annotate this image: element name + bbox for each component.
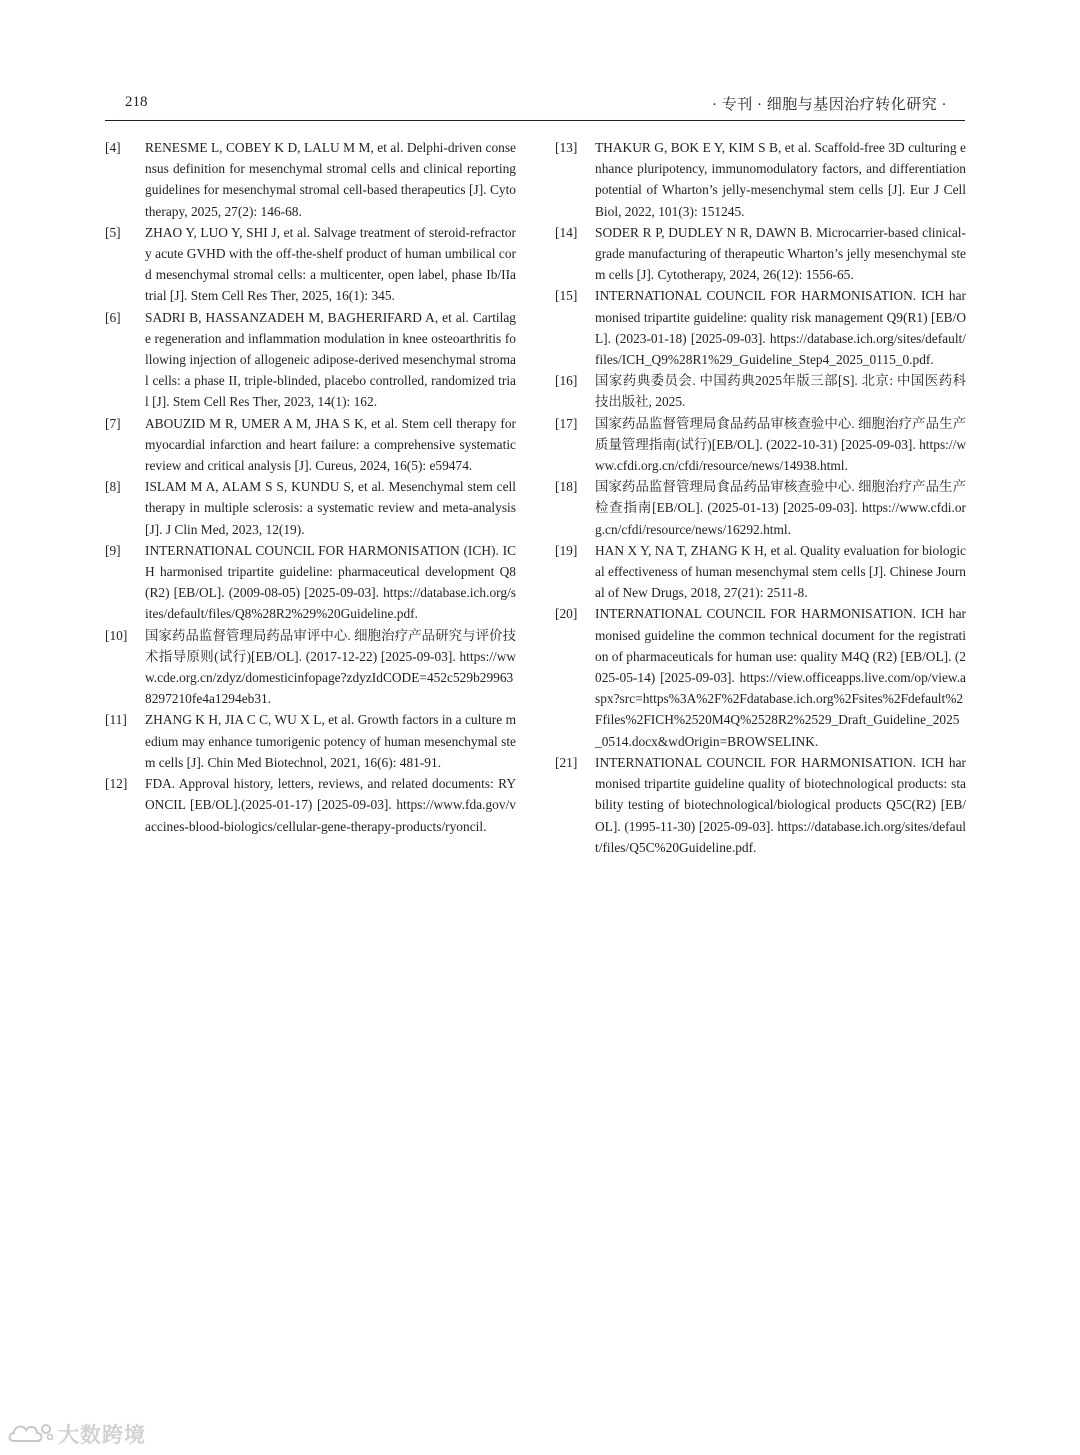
reference-number: [18] (555, 479, 578, 495)
reference-item (105, 307, 516, 413)
reference-item (555, 285, 966, 370)
watermark (6, 1418, 146, 1450)
reference-text: SADRI B, HASSANZADEH M, BAGHERIFARD A, et al. Cartilage regeneration and inflammation modulation in knee osteoarthritis following injection of allogeneic adipose-derived mesenchymal stromal cells: a phase II, triple-blinded, placebo controlled, randomized trial [J]. Stem Cell Res Ther, 2023, 14(1): 162. (145, 309, 516, 410)
reference-number: [12] (105, 776, 128, 792)
reference-text: HAN X Y, NA T, ZHANG K H, et al. Quality evaluation for biological effectiveness of human mesenchymal stem cells [J]. Chinese Journal of New Drugs, 2018, 27(21): 2511-8. (595, 542, 966, 601)
reference-item (555, 603, 966, 751)
reference-item (555, 540, 966, 604)
page-header (105, 90, 965, 121)
reference-item (105, 476, 516, 540)
reference-number: [21] (555, 754, 578, 770)
reference-text: 国家药品监督管理局食品药品审核查验中心. 细胞治疗产品生产检查指南[EB/OL]. (2025-01-13) [2025-09-03]. https://www.cfdi.org.cn/cfdi/resource/news/16292.html. (595, 479, 966, 537)
reference-number: [19] (555, 542, 578, 558)
reference-text: ISLAM M A, ALAM S S, KUNDU S, et al. Mesenchymal stem cell therapy in multiple sclerosis: a systematic review and meta-analysis [J]. J Clin Med, 2023, 12(19). (145, 479, 516, 537)
page-number: 218 (125, 94, 148, 110)
reference-number: [11] (105, 712, 127, 728)
reference-column-left (105, 137, 516, 837)
reference-number: [8] (105, 479, 121, 495)
reference-item (105, 137, 516, 222)
reference-item (555, 137, 966, 222)
reference-text: THAKUR G, BOK E Y, KIM S B, et al. Scaffold-free 3D culturing enhance pluripotency, immunomodulatory factors, and differentiation potential of Wharton’s jelly-mesenchymal stem cells [J]. Eur J Cell Biol, 2022, 101(3): 151245. (595, 140, 966, 219)
reference-number: [20] (555, 606, 578, 622)
reference-number: [16] (555, 373, 578, 389)
reference-number: [15] (555, 288, 578, 304)
reference-item (555, 370, 966, 412)
reference-item (105, 773, 516, 837)
reference-number: [6] (105, 309, 121, 325)
reference-text: INTERNATIONAL COUNCIL FOR HARMONISATION. ICH harmonised tripartite guideline: quality risk management Q9(R1) [EB/OL]. (2023-01-18) [2025-09-03]. https://database.ich.org/sites/default/files/ICH_Q9%28R1%29_Guideline_Step4_2025_0115_0.pdf. (595, 288, 966, 368)
reference-number: [17] (555, 415, 578, 431)
reference-text: ABOUZID M R, UMER A M, JHA S K, et al. Stem cell therapy for myocardial infarction and heart failure: a comprehensive systematic review and critical analysis [J]. Cureus, 2024, 16(5): e59474. (145, 415, 516, 474)
reference-text: 国家药典委员会. 中国药典2025年版三部[S]. 北京: 中国医药科技出版社, 2025. (595, 373, 966, 410)
reference-text: ZHANG K H, JIA C C, WU X L, et al. Growth factors in a culture medium may enhance tumorigenic potency of human mesenchymal stem cells [J]. Chin Med Biotechnol, 2021, 16(6): 481-91. (145, 712, 516, 770)
reference-item (105, 709, 516, 773)
reference-number: [7] (105, 415, 121, 431)
reference-number: [4] (105, 140, 121, 155)
reference-number: [13] (555, 140, 578, 155)
reference-number: [10] (105, 627, 128, 643)
reference-number: [14] (555, 224, 578, 240)
reference-item (105, 625, 516, 710)
running-head: · 专刊 · 细胞与基因治疗转化研究 · (712, 97, 947, 113)
reference-text: INTERNATIONAL COUNCIL FOR HARMONISATION. ICH harmonised tripartite guideline quality of biotechnological products: stability testing of biotechnological/biological products Q5C(R2) [EB/OL]. (1995-11-30) [2025-09-03]. https://database.ich.org/sites/default/files/Q5C%20Guideline.pdf. (595, 754, 966, 855)
reference-text: SODER R P, DUDLEY N R, DAWN B. Microcarrier-based clinical-grade manufacturing of therapeutic Wharton’s jelly mesenchymal stem cells [J]. Cytotherapy, 2024, 26(12): 1556-65. (595, 224, 966, 283)
watermark-text: 大数跨境 (58, 1423, 146, 1447)
reference-number: [5] (105, 224, 121, 240)
reference-item (555, 752, 966, 858)
reference-item (555, 413, 966, 477)
reference-item (105, 413, 516, 477)
reference-number: [9] (105, 542, 121, 558)
reference-text: 国家药品监督管理局药品审评中心. 细胞治疗产品研究与评价技术指导原则(试行)[EB/OL]. (2017-12-22) [2025-09-03]. https://www.cde.org.cn/zdyz/domesticinfopage?zdyzIdCODE=452c529b299638297210fe4a1294eb31. (145, 627, 516, 707)
reference-item (105, 222, 516, 307)
reference-item (105, 540, 516, 625)
reference-column-right (555, 137, 966, 858)
reference-text: INTERNATIONAL COUNCIL FOR HARMONISATION (ICH). ICH harmonised tripartite guideline: pharmaceutical development Q8(R2) [EB/OL]. (2009-08-05) [2025-09-03]. https://database.ich.org/sites/default/files/Q8%28R2%29%20Guideline.pdf. (145, 542, 516, 622)
cloud-logo-icon (6, 1420, 54, 1448)
reference-item (555, 476, 966, 540)
reference-text: INTERNATIONAL COUNCIL FOR HARMONISATION. ICH harmonised guideline the common technical document for the registration of pharmaceuticals for human use: quality M4Q (R2) [EB/OL]. (2025-05-14) [2025-09-03]. https://view.officeapps.live.com/op/view.aspx?src=https%3A%2F%2Fdatabase.ich.org%2Fsites%2Fdefault%2Ffiles%2FICH%2520M4Q%2528R2%2529_Draft_Guideline_2025_0514.docx&wdOrigin=BROWSELINK. (595, 606, 966, 749)
reference-text: FDA. Approval history, letters, reviews, and related documents: RYONCIL [EB/OL].(2025-01-17) [2025-09-03]. https://www.fda.gov/vaccines-blood-biologics/cellular-gene-therapy-products/ryoncil. (145, 776, 516, 834)
reference-text: 国家药品监督管理局食品药品审核查验中心. 细胞治疗产品生产质量管理指南(试行)[EB/OL]. (2022-10-31) [2025-09-03]. https://www.cfdi.org.cn/cfdi/resource/news/14938.html. (595, 415, 966, 474)
reference-text: RENESME L, COBEY K D, LALU M M, et al. Delphi-driven consensus definition for mesenchymal stromal cells and clinical reporting guidelines for mesenchymal stromal cell-based therapeutics [J]. Cytotherapy, 2025, 27(2): 146-68. (145, 140, 516, 219)
reference-item (555, 222, 966, 286)
reference-text: ZHAO Y, LUO Y, SHI J, et al. Salvage treatment of steroid-refractory acute GVHD with the off-the-shelf product of human umbilical cord mesenchymal stromal cells: a multicenter, open label, phase Ib/IIa trial [J]. Stem Cell Res Ther, 2025, 16(1): 345. (145, 224, 516, 304)
